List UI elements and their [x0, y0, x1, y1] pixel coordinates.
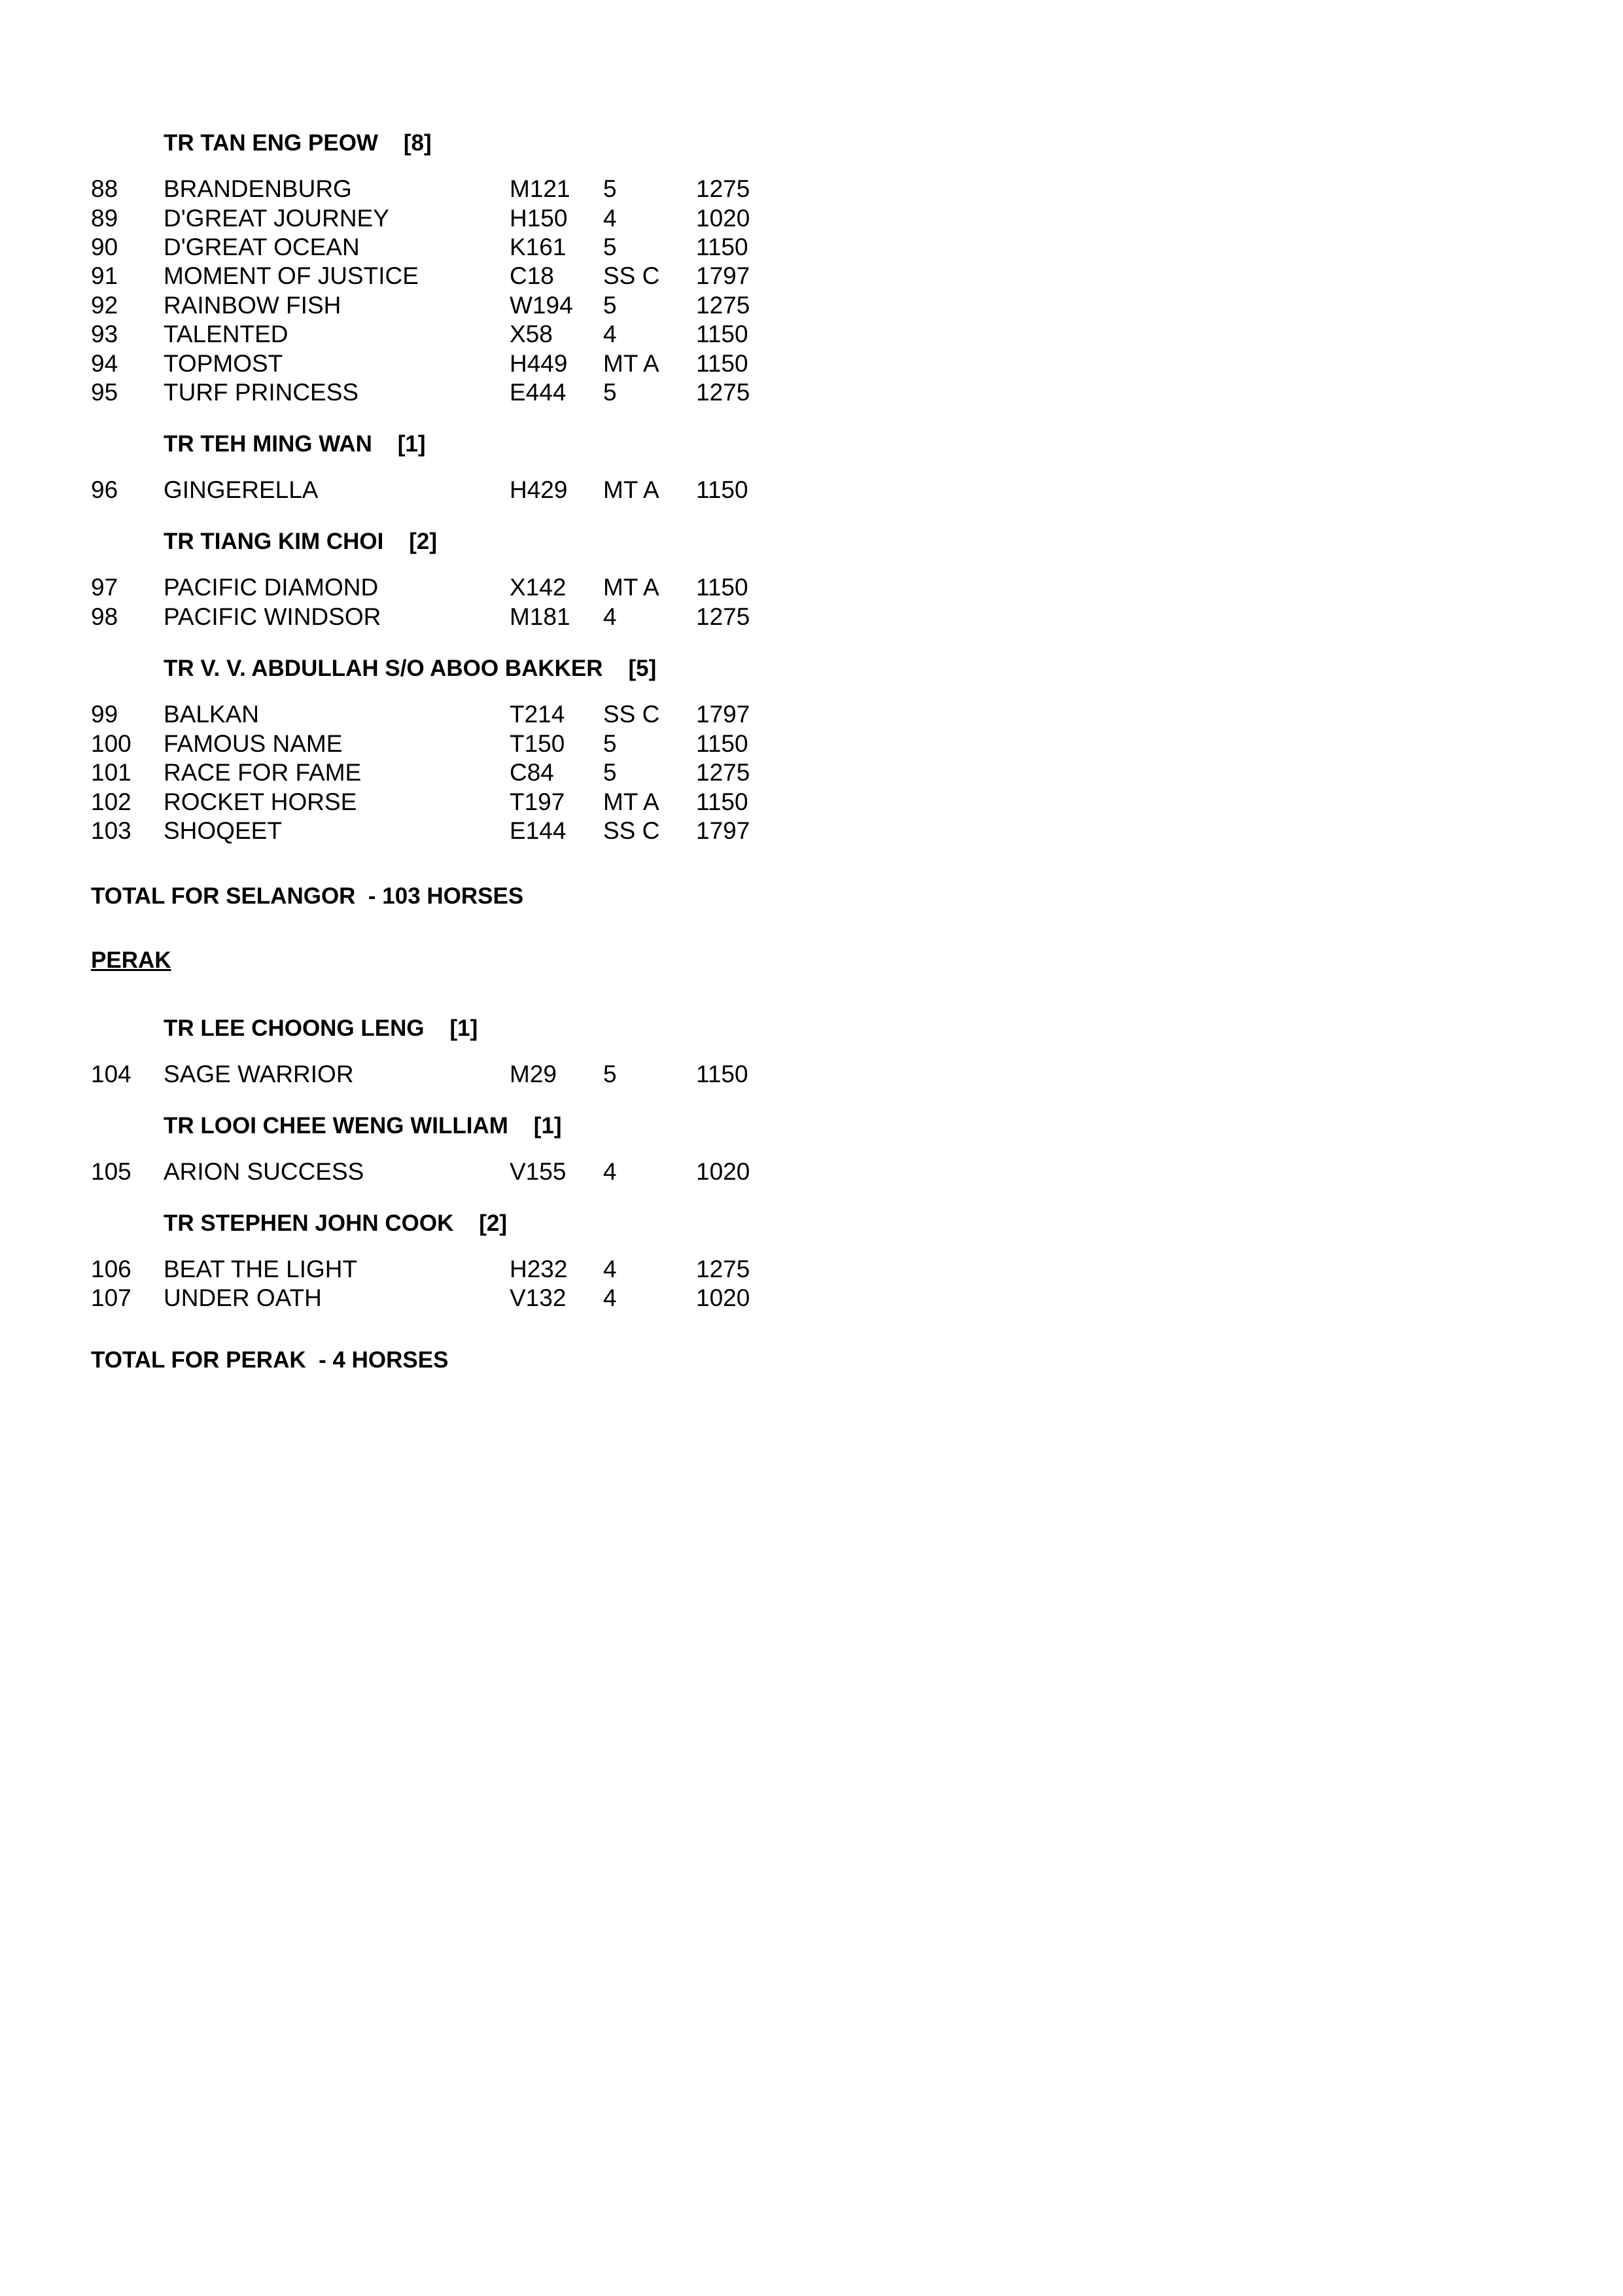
horse-number: 91 [91, 262, 118, 289]
horse-name: ROCKET HORSE [164, 788, 357, 815]
horse-number: 104 [91, 1061, 131, 1087]
table-row [91, 476, 748, 506]
trainer-heading: TR V. V. ABDULLAH S/O ABOO BAKKER [5] [164, 656, 657, 681]
table-row [91, 379, 750, 408]
horse-number: 90 [91, 234, 118, 260]
horse-number: 107 [91, 1284, 131, 1311]
horse-name: FAMOUS NAME [164, 730, 343, 757]
horse-grade: 4 [603, 321, 617, 347]
trainer-heading: TR LEE CHOONG LENG [1] [164, 1016, 478, 1041]
horse-number: 99 [91, 701, 118, 728]
horse-name: UNDER OATH [164, 1284, 322, 1311]
horse-name: RAINBOW FISH [164, 292, 341, 319]
horse-number: 95 [91, 379, 118, 406]
horse-number: 89 [91, 205, 118, 232]
horse-number: 96 [91, 476, 118, 503]
horse-rating: 1797 [696, 262, 750, 289]
horse-number: 105 [91, 1158, 131, 1185]
table-row [91, 262, 750, 292]
total-selangor: TOTAL FOR SELANGOR - 103 HORSES [91, 883, 524, 909]
horse-rating: 1275 [696, 1256, 750, 1282]
horse-code: X142 [510, 574, 567, 601]
horse-code: C18 [510, 262, 554, 289]
horse-name: TALENTED [164, 321, 288, 347]
horse-name: TURF PRINCESS [164, 379, 359, 406]
horse-code: W194 [510, 292, 573, 319]
horse-rating: 1275 [696, 379, 750, 406]
horse-rating: 1797 [696, 817, 750, 844]
horse-name: MOMENT OF JUSTICE [164, 262, 419, 289]
table-row [91, 205, 750, 234]
horse-grade: 5 [603, 175, 617, 202]
horse-grade: 4 [603, 205, 617, 232]
horse-number: 100 [91, 730, 131, 757]
horse-grade: 5 [603, 730, 617, 757]
table-row [91, 701, 750, 730]
table-row [91, 1256, 750, 1285]
horse-rating: 1797 [696, 701, 750, 728]
table-row [91, 574, 748, 603]
table-row [91, 730, 748, 760]
horse-name: TOPMOST [164, 350, 283, 377]
horse-name: BRANDENBURG [164, 175, 352, 202]
table-row [91, 817, 750, 847]
horse-grade: SS C [603, 262, 660, 289]
table-row [91, 788, 748, 818]
horse-name: SAGE WARRIOR [164, 1061, 354, 1087]
horse-number: 102 [91, 788, 131, 815]
horse-grade: MT A [603, 350, 659, 377]
table-row [91, 321, 748, 350]
horse-name: D'GREAT OCEAN [164, 234, 360, 260]
horse-grade: MT A [603, 574, 659, 601]
trainer-heading: TR STEPHEN JOHN COOK [2] [164, 1210, 508, 1236]
horse-name: D'GREAT JOURNEY [164, 205, 389, 232]
horse-code: C84 [510, 759, 554, 786]
horse-rating: 1275 [696, 603, 750, 630]
trainer-heading: TR TIANG KIM CHOI [2] [164, 529, 438, 554]
horse-code: V155 [510, 1158, 567, 1185]
horse-code: E144 [510, 817, 567, 844]
table-row [91, 1158, 750, 1188]
horse-code: H232 [510, 1256, 568, 1282]
horse-rating: 1150 [696, 1061, 748, 1087]
table-row [91, 603, 750, 633]
horse-name: BALKAN [164, 701, 260, 728]
horse-number: 97 [91, 574, 118, 601]
horse-code: T150 [510, 730, 565, 757]
trainer-heading: TR LOOI CHEE WENG WILLIAM [1] [164, 1113, 562, 1139]
horse-rating: 1020 [696, 1158, 750, 1185]
horse-code: H150 [510, 205, 568, 232]
total-perak: TOTAL FOR PERAK - 4 HORSES [91, 1347, 449, 1373]
horse-grade: MT A [603, 788, 659, 815]
horse-grade: 4 [603, 1158, 617, 1185]
horse-rating: 1275 [696, 292, 750, 319]
horse-rating: 1150 [696, 234, 748, 260]
horse-grade: 5 [603, 379, 617, 406]
horse-rating: 1150 [696, 788, 748, 815]
horse-name: PACIFIC WINDSOR [164, 603, 381, 630]
horse-code: M181 [510, 603, 570, 630]
region-heading-perak: PERAK [91, 947, 171, 973]
horse-grade: 5 [603, 292, 617, 319]
horse-number: 88 [91, 175, 118, 202]
horse-rating: 1020 [696, 1284, 750, 1311]
horse-rating: 1150 [696, 730, 748, 757]
horse-rating: 1150 [696, 321, 748, 347]
table-row [91, 350, 748, 380]
horse-name: RACE FOR FAME [164, 759, 362, 786]
horse-number: 98 [91, 603, 118, 630]
table-row [91, 175, 750, 205]
horse-code: V132 [510, 1284, 567, 1311]
horse-name: SHOQEET [164, 817, 282, 844]
horse-rating: 1150 [696, 574, 748, 601]
horse-grade: 4 [603, 1256, 617, 1282]
horse-grade: 4 [603, 1284, 617, 1311]
horse-code: M29 [510, 1061, 557, 1087]
horse-rating: 1150 [696, 476, 748, 503]
table-row [91, 759, 750, 788]
horse-rating: 1150 [696, 350, 748, 377]
horse-code: T197 [510, 788, 565, 815]
horse-code: H449 [510, 350, 568, 377]
horse-code: M121 [510, 175, 570, 202]
trainer-heading: TR TAN ENG PEOW [8] [164, 130, 432, 156]
horse-name: ARION SUCCESS [164, 1158, 364, 1185]
horse-code: X58 [510, 321, 553, 347]
horse-rating: 1275 [696, 175, 750, 202]
table-row [91, 1284, 750, 1314]
horse-number: 92 [91, 292, 118, 319]
horse-number: 93 [91, 321, 118, 347]
horse-grade: MT A [603, 476, 659, 503]
horse-grade: 5 [603, 759, 617, 786]
horse-code: H429 [510, 476, 568, 503]
horse-rating: 1020 [696, 205, 750, 232]
horse-rating: 1275 [696, 759, 750, 786]
horse-name: BEAT THE LIGHT [164, 1256, 358, 1282]
trainer-heading: TR TEH MING WAN [1] [164, 431, 426, 457]
horse-code: K161 [510, 234, 567, 260]
horse-code: E444 [510, 379, 567, 406]
horse-grade: SS C [603, 701, 660, 728]
horse-grade: 4 [603, 603, 617, 630]
horse-code: T214 [510, 701, 565, 728]
horse-grade: SS C [603, 817, 660, 844]
horse-grade: 5 [603, 1061, 617, 1087]
horse-number: 94 [91, 350, 118, 377]
horse-grade: 5 [603, 234, 617, 260]
horse-number: 101 [91, 759, 131, 786]
horse-number: 106 [91, 1256, 131, 1282]
table-row [91, 234, 748, 263]
horse-name: GINGERELLA [164, 476, 319, 503]
horse-name: PACIFIC DIAMOND [164, 574, 379, 601]
horse-number: 103 [91, 817, 131, 844]
table-row [91, 1061, 748, 1090]
table-row [91, 292, 750, 321]
